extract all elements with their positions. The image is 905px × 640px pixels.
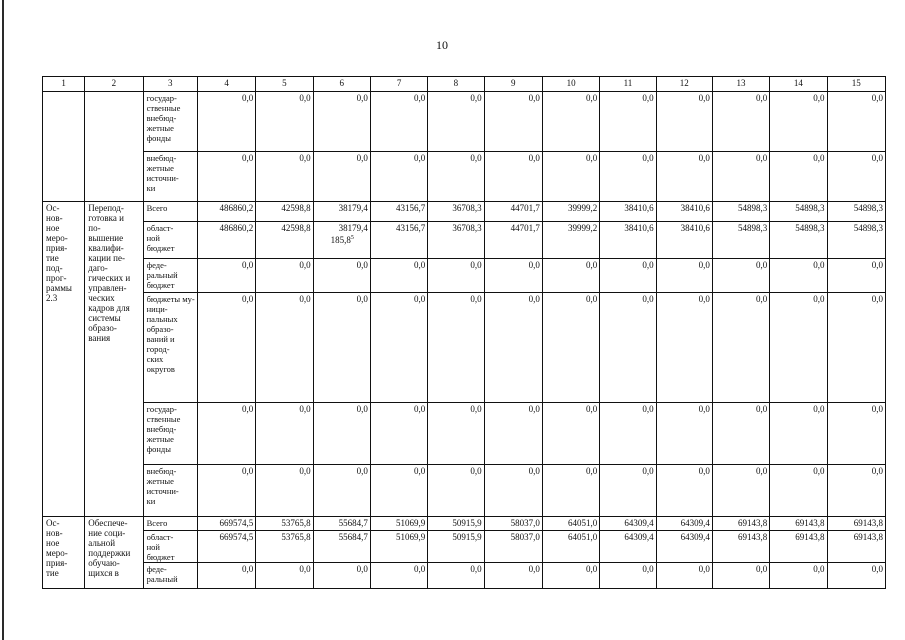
value-cell: 58037,0 [484,531,542,563]
value-cell: 0,0 [600,563,656,589]
value-cell: 669574,5 [197,531,255,563]
value-cell: 0,0 [197,152,255,202]
value-cell: 38410,6 [600,202,656,222]
value-cell: 486860,2 [197,222,255,259]
value-cell: 0,0 [542,293,599,403]
value-cell: 0,0 [313,293,370,403]
value-cell: 36708,3 [428,222,484,259]
value-cell: 0,0 [256,92,313,152]
table-row [43,259,886,293]
value-cell: 44701,7 [484,222,542,259]
funding-source-label: государ- ственные внебюд- жетные фонды [143,92,197,152]
funding-source-label: Всего [143,202,197,222]
value-cell: 0,0 [600,152,656,202]
value-cell: 0,0 [827,152,885,202]
value-cell: 0,0 [770,259,827,293]
page-number: 10 [436,38,448,52]
value-cell: 51069,9 [370,517,427,531]
value-cell: 0,0 [827,92,885,152]
funding-source-label: област- ной бюджет [143,222,197,259]
value-cell: 38410,6 [656,222,712,259]
value-cell: 0,0 [370,293,427,403]
value-cell: 55684,7 [313,531,370,563]
column-number-1: 1 [43,77,85,92]
value-cell: 0,0 [484,92,542,152]
value-cell: 64309,4 [600,517,656,531]
value-cell: 0,0 [256,293,313,403]
table-row [43,531,886,563]
value-cell: 69143,8 [770,517,827,531]
value-cell: 0,0 [197,92,255,152]
funding-source-label: бюджеты му- ници- пальных образо- ваний и город- ских округов [143,293,197,403]
funding-source-label: област- ной бюджет [143,531,197,563]
value-cell: 36708,3 [428,202,484,222]
value-cell: 55684,7 [313,517,370,531]
value-cell: 50915,9 [428,517,484,531]
value-cell: 0,0 [600,92,656,152]
value-cell: 39999,2 [542,202,599,222]
value-cell: 0,0 [428,563,484,589]
footnote-marker: 5 [350,235,354,241]
name-cell-empty [85,92,143,202]
column-number-8: 8 [428,77,484,92]
value-cell: 0,0 [542,403,599,465]
value-cell: 0,0 [484,563,542,589]
value-cell: 0,0 [313,92,370,152]
value-cell: 54898,3 [712,202,769,222]
value-cell: 0,0 [712,259,769,293]
scan-edge-line [2,0,4,640]
value-cell: 0,0 [712,465,769,517]
value-cell: 0,0 [770,403,827,465]
value-cell: 0,0 [313,259,370,293]
value-cell: 0,0 [484,465,542,517]
funding-source-label: феде- ральный [143,563,197,589]
measure-cell-empty [43,92,85,202]
value-cell: 0,0 [600,259,656,293]
value-cell: 0,0 [197,563,255,589]
value-cell: 486860,2 [197,202,255,222]
value-cell: 0,0 [656,403,712,465]
column-number-6: 6 [313,77,370,92]
value-cell: 0,0 [600,403,656,465]
value-cell: 53765,8 [256,517,313,531]
value-cell: 0,0 [256,403,313,465]
value-cell: 64309,4 [656,531,712,563]
value-cell: 0,0 [600,465,656,517]
column-number-11: 11 [600,77,656,92]
value-cell: 0,0 [656,293,712,403]
table-row [43,202,886,222]
value-cell: 54898,3 [827,202,885,222]
value-cell: 0,0 [542,563,599,589]
value-cell: 54898,3 [770,222,827,259]
value-cell: 0,0 [770,465,827,517]
value-cell: 51069,9 [370,531,427,563]
value-cell: 0,0 [827,293,885,403]
table-row [43,465,886,517]
value-cell: 43156,7 [370,202,427,222]
value-cell: 0,0 [656,465,712,517]
value-cell: 0,0 [484,403,542,465]
value-cell: 669574,5 [197,517,255,531]
value-cell: 0,0 [256,152,313,202]
value-cell: 39999,2 [542,222,599,259]
value-cell: 0,0 [428,293,484,403]
value-cell: 0,0 [313,563,370,589]
value-cell: 69143,8 [712,517,769,531]
table-row [43,152,886,202]
value-cell: 54898,3 [770,202,827,222]
value-cell: 0,0 [370,152,427,202]
value-cell: 0,0 [313,465,370,517]
value-cell: 0,0 [370,92,427,152]
value-cell: 38410,6 [656,202,712,222]
value-cell: 0,0 [428,92,484,152]
value-cell: 0,0 [370,403,427,465]
value-cell: 53765,8 [256,531,313,563]
value-cell: 0,0 [428,465,484,517]
value-cell: 58037,0 [484,517,542,531]
value-cell: 64309,4 [600,531,656,563]
value-cell: 0,0 [712,563,769,589]
column-number-9: 9 [484,77,542,92]
table-row [43,293,886,403]
column-number-5: 5 [256,77,313,92]
value-cell: 0,0 [542,92,599,152]
value-cell: 0,0 [542,152,599,202]
value-cell: 64051,0 [542,531,599,563]
value-cell: 0,0 [656,152,712,202]
funding-source-label: внебюд- жетные источни- ки [143,465,197,517]
value-cell: 69143,8 [827,531,885,563]
value-cell: 0,0 [770,293,827,403]
value-cell: 0,0 [712,152,769,202]
value-cell: 0,0 [656,563,712,589]
column-number-14: 14 [770,77,827,92]
value-cell: 0,0 [256,563,313,589]
value-cell: 0,0 [712,403,769,465]
value-cell: 38410,6 [600,222,656,259]
table-row [43,517,886,531]
column-number-15: 15 [827,77,885,92]
table-header-row [43,77,886,92]
column-number-13: 13 [712,77,769,92]
column-number-7: 7 [370,77,427,92]
value-cell: 0,0 [484,152,542,202]
value-cell: 0,0 [484,293,542,403]
funding-source-label: феде- ральный бюджет [143,259,197,293]
table-row [43,403,886,465]
funding-source-label: внебюд- жетные источни- ки [143,152,197,202]
value-cell: 0,0 [428,403,484,465]
value-cell: 0,0 [428,152,484,202]
value-cell: 0,0 [428,259,484,293]
value-cell: 0,0 [827,465,885,517]
value-cell: 42598,8 [256,222,313,259]
value-cell: 0,0 [542,259,599,293]
table-row [43,563,886,589]
table-row [43,92,886,152]
block-next-measure-label: Ос- нов- ное меро- прия- тие [43,517,85,589]
value-cell: 0,0 [712,293,769,403]
value-cell: 64309,4 [656,517,712,531]
value-cell: 0,0 [197,293,255,403]
column-number-10: 10 [542,77,599,92]
value-cell: 38179,4 [313,202,370,222]
value-cell: 0,0 [542,465,599,517]
value-cell: 0,0 [712,92,769,152]
block-2-3-measure-name: Перепод- готовка и по- вышение квалифи- кации пе- даго- гических и управлен- ческих кадров для системы образо- вания [85,202,143,517]
value-cell: 0,0 [770,563,827,589]
column-number-12: 12 [656,77,712,92]
column-number-2: 2 [85,77,143,92]
value-cell: 0,0 [600,293,656,403]
value-cell: 0,0 [370,563,427,589]
value-cell: 0,0 [827,563,885,589]
value-cell: 0,0 [370,465,427,517]
value-cell: 0,0 [313,403,370,465]
value-cell: 0,0 [656,259,712,293]
value-cell: 0,0 [827,403,885,465]
funding-source-label: Всего [143,517,197,531]
block-2-3-measure-label: Ос- нов- ное меро- прия- тие под- прог- раммы 2.3 [43,202,85,517]
value-cell: 0,0 [370,259,427,293]
value-cell: 54898,3 [827,222,885,259]
value-cell: 0,0 [256,465,313,517]
table-row [43,222,886,259]
value-cell: 44701,7 [484,202,542,222]
budget-table [42,76,886,589]
value-cell: 50915,9 [428,531,484,563]
value-cell: 0,0 [256,259,313,293]
footnote-value: 185,8$^5$ [330,235,354,245]
value-cell: 42598,8 [256,202,313,222]
block-next-measure-name: Обеспече- ние соци- альной поддержки обучаю- щихся в [85,517,143,589]
value-cell: 0,0 [313,152,370,202]
value-cell: 69143,8 [827,517,885,531]
value-cell: 0,0 [197,403,255,465]
value-cell: 38179,4 185,8$^5$ [313,222,370,259]
column-number-3: 3 [143,77,197,92]
value-cell: 54898,3 [712,222,769,259]
value-cell: 0,0 [656,92,712,152]
value-cell: 0,0 [197,259,255,293]
value-cell: 43156,7 [370,222,427,259]
funding-source-label: государ- ственные внебюд- жетные фонды [143,403,197,465]
value-cell: 69143,8 [770,531,827,563]
value-cell: 0,0 [197,465,255,517]
column-number-4: 4 [197,77,255,92]
value-cell: 0,0 [827,259,885,293]
value-cell: 0,0 [484,259,542,293]
value-cell: 64051,0 [542,517,599,531]
value-cell: 0,0 [770,92,827,152]
value-cell: 69143,8 [712,531,769,563]
value-cell: 0,0 [770,152,827,202]
